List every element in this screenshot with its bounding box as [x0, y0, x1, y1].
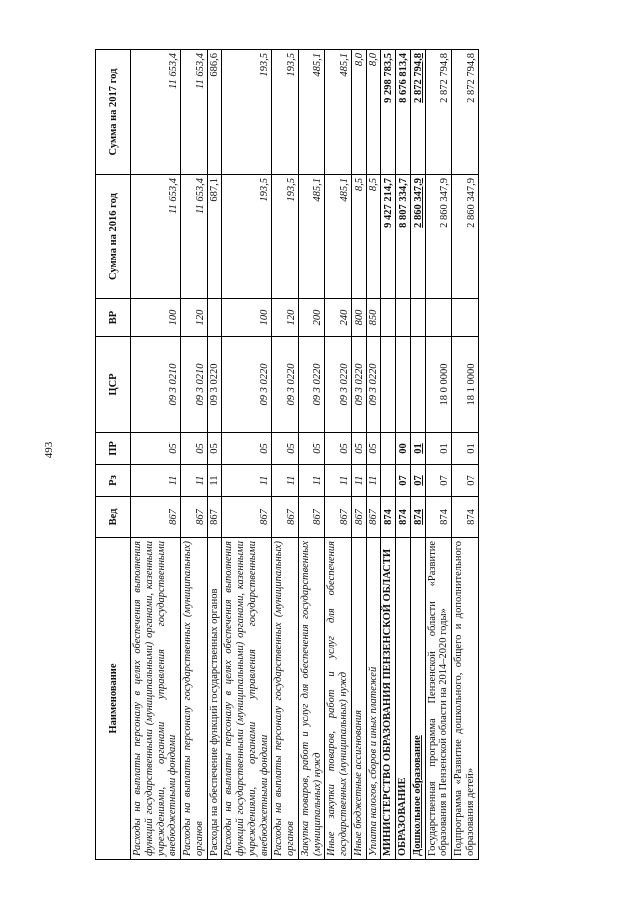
- cell-csr: 09 3 0220: [222, 337, 272, 433]
- cell-sum-2017: 8,0: [366, 50, 381, 175]
- cell-sum-2016: 2 860 347,9: [452, 175, 479, 299]
- table-row: [366, 50, 381, 860]
- cell-pr: 01: [452, 433, 479, 465]
- cell-name: Иные бюджетные ассигнования: [351, 538, 366, 860]
- cell-pr: 05: [207, 433, 222, 465]
- cell-pr: 00: [396, 433, 411, 465]
- cell-sum-2016: 2 860 347,9: [425, 175, 452, 299]
- header-rz: Рз: [96, 465, 131, 497]
- cell-vr: 240: [325, 299, 352, 337]
- table-row: [325, 50, 352, 860]
- cell-sum-2017: 193,5: [272, 50, 299, 175]
- cell-name: Уплата налогов, сборов и иных платежей: [366, 538, 381, 860]
- cell-vr: 100: [222, 299, 272, 337]
- cell-sum-2016: 193,5: [222, 175, 272, 299]
- header-pr: ПР: [96, 433, 131, 465]
- cell-sum-2016: 9 427 214,7: [381, 175, 396, 299]
- cell-csr: 09 3 0210: [181, 337, 208, 433]
- cell-sum-2016: 193,5: [272, 175, 299, 299]
- cell-pr: 05: [298, 433, 325, 465]
- cell-sum-2016: 11 653,4: [131, 175, 181, 299]
- cell-rz: 07: [452, 465, 479, 497]
- table-row: [222, 50, 272, 860]
- cell-name: Расходы на выплаты персоналу государственных (муниципальных) органов: [272, 538, 299, 860]
- cell-rz: 11: [131, 465, 181, 497]
- cell-name: Дошкольное образование: [410, 538, 425, 860]
- cell-pr: 01: [425, 433, 452, 465]
- cell-csr: [396, 337, 411, 433]
- cell-pr: 05: [222, 433, 272, 465]
- cell-rz: [381, 465, 396, 497]
- cell-vr: [425, 299, 452, 337]
- cell-pr: 05: [351, 433, 366, 465]
- cell-ved: 867: [181, 497, 208, 538]
- cell-vr: [410, 299, 425, 337]
- cell-sum-2016: 485,1: [325, 175, 352, 299]
- cell-rz: 11: [222, 465, 272, 497]
- rotated-table-container: [95, 50, 515, 860]
- cell-csr: 09 3 0220: [298, 337, 325, 433]
- cell-vr: 800: [351, 299, 366, 337]
- cell-name: Иные закупки товаров, работ и услуг для обеспечения государственных (муниципальных) нужд: [325, 538, 352, 860]
- cell-rz: 11: [207, 465, 222, 497]
- cell-sum-2017: 2 872 794,8: [425, 50, 452, 175]
- cell-vr: 100: [131, 299, 181, 337]
- cell-ved: 867: [351, 497, 366, 538]
- header-name: Наименование: [96, 538, 131, 860]
- cell-sum-2016: 485,1: [298, 175, 325, 299]
- budget-table: [95, 49, 479, 860]
- cell-sum-2017: 8,0: [351, 50, 366, 175]
- cell-ved: 867: [222, 497, 272, 538]
- cell-sum-2016: 8,5: [351, 175, 366, 299]
- cell-ved: 867: [272, 497, 299, 538]
- header-ved: Вед: [96, 497, 131, 538]
- table-row: [351, 50, 366, 860]
- cell-name: Подпрограмма «Развитие дошкольного, общего и дополнительного образования детей»: [452, 538, 479, 860]
- cell-name: Расходы на выплаты персоналу в целях обеспечения выполнения функций государственными (муниципальными) органами, казенными учреждениями, органами управления государственными внебюджетными фондами: [222, 538, 272, 860]
- cell-ved: 874: [452, 497, 479, 538]
- cell-csr: 09 3 0220: [325, 337, 352, 433]
- cell-rz: 11: [298, 465, 325, 497]
- cell-sum-2016: 8,5: [366, 175, 381, 299]
- cell-csr: [381, 337, 396, 433]
- cell-sum-2017: 8 676 813,4: [396, 50, 411, 175]
- cell-name: Расходы на выплаты персоналу государственных (муниципальных) органов: [181, 538, 208, 860]
- cell-ved: 874: [396, 497, 411, 538]
- cell-csr: [410, 337, 425, 433]
- cell-rz: 11: [366, 465, 381, 497]
- cell-rz: 11: [351, 465, 366, 497]
- cell-rz: 11: [272, 465, 299, 497]
- cell-sum-2017: 485,1: [325, 50, 352, 175]
- cell-pr: 01: [410, 433, 425, 465]
- table-row: [207, 50, 222, 860]
- header-csr: ЦСР: [96, 337, 131, 433]
- cell-pr: 05: [131, 433, 181, 465]
- cell-sum-2017: 686,6: [207, 50, 222, 175]
- cell-pr: 05: [272, 433, 299, 465]
- cell-sum-2017: 2 872 794,8: [452, 50, 479, 175]
- cell-sum-2017: 485,1: [298, 50, 325, 175]
- cell-ved: 874: [425, 497, 452, 538]
- cell-rz: 11: [181, 465, 208, 497]
- cell-csr: 09 3 0220: [272, 337, 299, 433]
- cell-ved: 867: [298, 497, 325, 538]
- cell-rz: 11: [325, 465, 352, 497]
- cell-name: Закупка товаров, работ и услуг для обеспечения государственных (муниципальных) нужд: [298, 538, 325, 860]
- cell-csr: 09 3 0220: [366, 337, 381, 433]
- cell-vr: [452, 299, 479, 337]
- table-row: [298, 50, 325, 860]
- cell-vr: 200: [298, 299, 325, 337]
- cell-csr: 09 3 0220: [351, 337, 366, 433]
- cell-pr: 05: [181, 433, 208, 465]
- cell-vr: [381, 299, 396, 337]
- cell-vr: 120: [272, 299, 299, 337]
- page-number: 493: [43, 441, 55, 459]
- cell-csr: 09 3 0210: [131, 337, 181, 433]
- cell-csr: 18 1 0000: [452, 337, 479, 433]
- cell-rz: 07: [410, 465, 425, 497]
- cell-vr: [396, 299, 411, 337]
- cell-ved: 867: [207, 497, 222, 538]
- header-row: [96, 50, 131, 860]
- cell-pr: 05: [325, 433, 352, 465]
- cell-ved: 874: [381, 497, 396, 538]
- cell-vr: 850: [366, 299, 381, 337]
- table-row: [396, 50, 411, 860]
- cell-sum-2016: 2 860 347,9: [410, 175, 425, 299]
- table-row: [131, 50, 181, 860]
- cell-sum-2017: 9 298 783,5: [381, 50, 396, 175]
- header-vr: ВР: [96, 299, 131, 337]
- table-row: [272, 50, 299, 860]
- table-row: [181, 50, 208, 860]
- cell-ved: 867: [366, 497, 381, 538]
- cell-sum-2017: 11 653,4: [131, 50, 181, 175]
- cell-vr: 120: [181, 299, 208, 337]
- cell-name: Государственная программа Пензенской области «Развитие образования в Пензенской области на 2014–2020 годы»: [425, 538, 452, 860]
- cell-pr: 05: [366, 433, 381, 465]
- cell-sum-2017: 11 653,4: [181, 50, 208, 175]
- cell-name: Расходы на обеспечение функций государственных органов: [207, 538, 222, 860]
- cell-name: Расходы на выплаты персоналу в целях обеспечения выполнения функций государственными (муниципальными) органами, казенными учреждениями, органами управления государственными внебюджетными фондами: [131, 538, 181, 860]
- cell-sum-2016: 8 807 334,7: [396, 175, 411, 299]
- table-row: [425, 50, 452, 860]
- table-row: [381, 50, 396, 860]
- cell-pr: [381, 433, 396, 465]
- cell-sum-2017: 2 872 794,8: [410, 50, 425, 175]
- cell-sum-2016: 687,1: [207, 175, 222, 299]
- cell-csr: 18 0 0000: [425, 337, 452, 433]
- cell-ved: 867: [325, 497, 352, 538]
- header-sum-2017: Сумма на 2017 год: [96, 50, 131, 175]
- cell-name: МИНИСТЕРСТВО ОБРАЗОВАНИЯ ПЕНЗЕНСКОЙ ОБЛАСТИ: [381, 538, 396, 860]
- table-row: [452, 50, 479, 860]
- cell-sum-2016: 11 653,4: [181, 175, 208, 299]
- cell-name: ОБРАЗОВАНИЕ: [396, 538, 411, 860]
- header-sum-2016: Сумма на 2016 год: [96, 175, 131, 299]
- cell-ved: 867: [131, 497, 181, 538]
- cell-ved: 874: [410, 497, 425, 538]
- cell-sum-2017: 193,5: [222, 50, 272, 175]
- cell-rz: 07: [396, 465, 411, 497]
- table-row: [410, 50, 425, 860]
- cell-vr: [207, 299, 222, 337]
- cell-csr: 09 3 0220: [207, 337, 222, 433]
- cell-rz: 07: [425, 465, 452, 497]
